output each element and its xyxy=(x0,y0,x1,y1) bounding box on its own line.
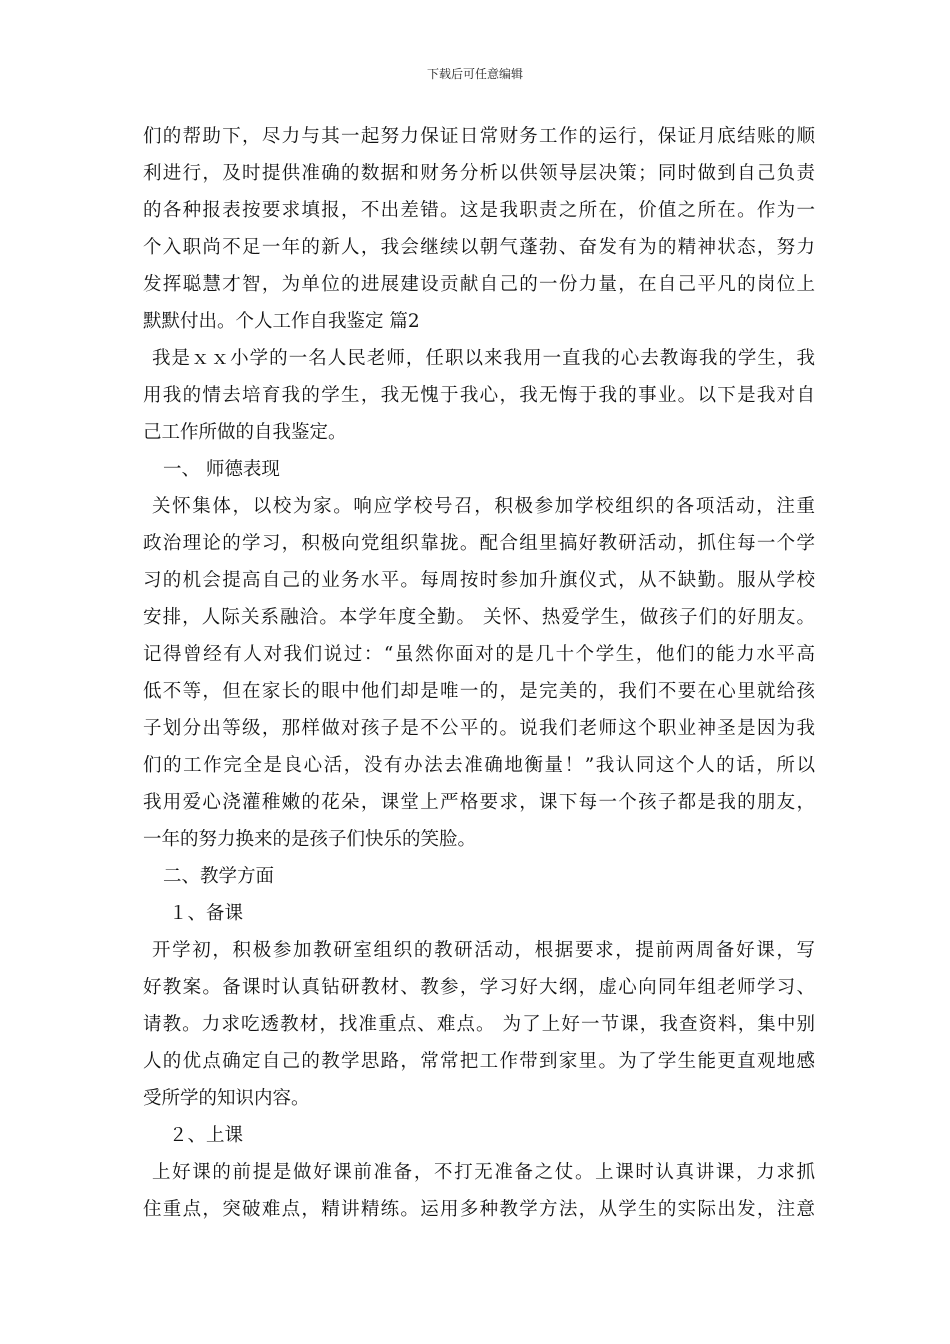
subsection-heading: １、备课 xyxy=(169,903,244,924)
paragraph-line: 人的优点确定自己的教学思路，常常把工作带到家里。为了学生能更直观地感 xyxy=(143,1051,815,1072)
paragraph-line: 关怀集体，以校为家。响应学校号召，积极参加学校组织的各项活动，注重 xyxy=(152,496,815,517)
paragraph-line: 安排，人际关系融洽。本学年度全勤。 关怀、热爱学生，做孩子们的好朋友。 xyxy=(143,607,815,628)
paragraph-line: 们的工作完全是良心活，没有办法去准确地衡量！”我认同这个人的话，所以 xyxy=(143,755,815,776)
page-header-note: 下载后可任意编辑 xyxy=(426,67,523,81)
paragraph-line: 个入职尚不足一年的新人，我会继续以朝气蓬勃、奋发有为的精神状态，努力 xyxy=(143,237,815,258)
paragraph-line: 们的帮助下，尽力与其一起努力保证日常财务工作的运行，保证月底结账的顺 xyxy=(143,126,815,147)
paragraph-line: 己工作所做的自我鉴定。 xyxy=(143,422,347,443)
paragraph-line: 好教案。备课时认真钻研教材、教参，学习好大纲，虚心向同年组老师学习、 xyxy=(143,977,815,998)
paragraph-line: 政治理论的学习，积极向党组织靠拢。配合组里搞好教研活动，抓住每一个学 xyxy=(143,533,815,554)
paragraph-line: 记得曾经有人对我们说过：“虽然你面对的是几十个学生，他们的能力水平高 xyxy=(143,644,815,665)
section-heading: 二、教学方面 xyxy=(163,866,275,887)
paragraph-line: 用我的情去培育我的学生，我无愧于我心，我无悔于我的事业。以下是我对自 xyxy=(143,385,815,406)
paragraph-line: 习的机会提高自己的业务水平。每周按时参加升旗仪式，从不缺勤。服从学校 xyxy=(143,570,815,591)
paragraph-line: 请教。力求吃透教材，找准重点、难点。 为了上好一节课，我查资料，集中别 xyxy=(143,1014,815,1035)
paragraph-line: 子划分出等级，那样做对孩子是不公平的。说我们老师这个职业神圣是因为我 xyxy=(143,718,815,739)
subsection-heading: ２、上课 xyxy=(169,1125,244,1146)
paragraph-line: 我是ｘｘ小学的一名人民老师，任职以来我用一直我的心去教诲我的学生，我 xyxy=(152,348,815,369)
paragraph-line: 上好课的前提是做好课前准备，不打无准备之仗。上课时认真讲课，力求抓 xyxy=(152,1162,815,1183)
paragraph-line: 利进行，及时提供准确的数据和财务分析以供领导层决策；同时做到自己负责 xyxy=(143,163,815,184)
paragraph-line: 住重点，突破难点，精讲精练。运用多种教学方法，从学生的实际出发，注意 xyxy=(143,1199,815,1220)
section-heading: 一、 师德表现 xyxy=(163,459,280,480)
paragraph-line: 的各种报表按要求填报，不出差错。这是我职责之所在，价值之所在。作为一 xyxy=(143,200,815,221)
paragraph-line: 发挥聪慧才智，为单位的进展建设贡献自己的一份力量，在自己平凡的岗位上 xyxy=(143,274,815,295)
paragraph-line: 开学初，积极参加教研室组织的教研活动，根据要求，提前两周备好课，写 xyxy=(152,940,815,961)
paragraph-line: 受所学的知识内容。 xyxy=(143,1088,310,1109)
paragraph-line: 一年的努力换来的是孩子们快乐的笑脸。 xyxy=(143,829,477,850)
paragraph-line: 低不等，但在家长的眼中他们却是唯一的，是完美的，我们不要在心里就给孩 xyxy=(143,681,815,702)
document-body xyxy=(143,118,815,1228)
paragraph-line: 我用爱心浇灌稚嫩的花朵，课堂上严格要求，课下每一个孩子都是我的朋友， xyxy=(143,792,815,813)
section-title-line: 默默付出。个人工作自我鉴定 篇2 xyxy=(143,311,420,332)
